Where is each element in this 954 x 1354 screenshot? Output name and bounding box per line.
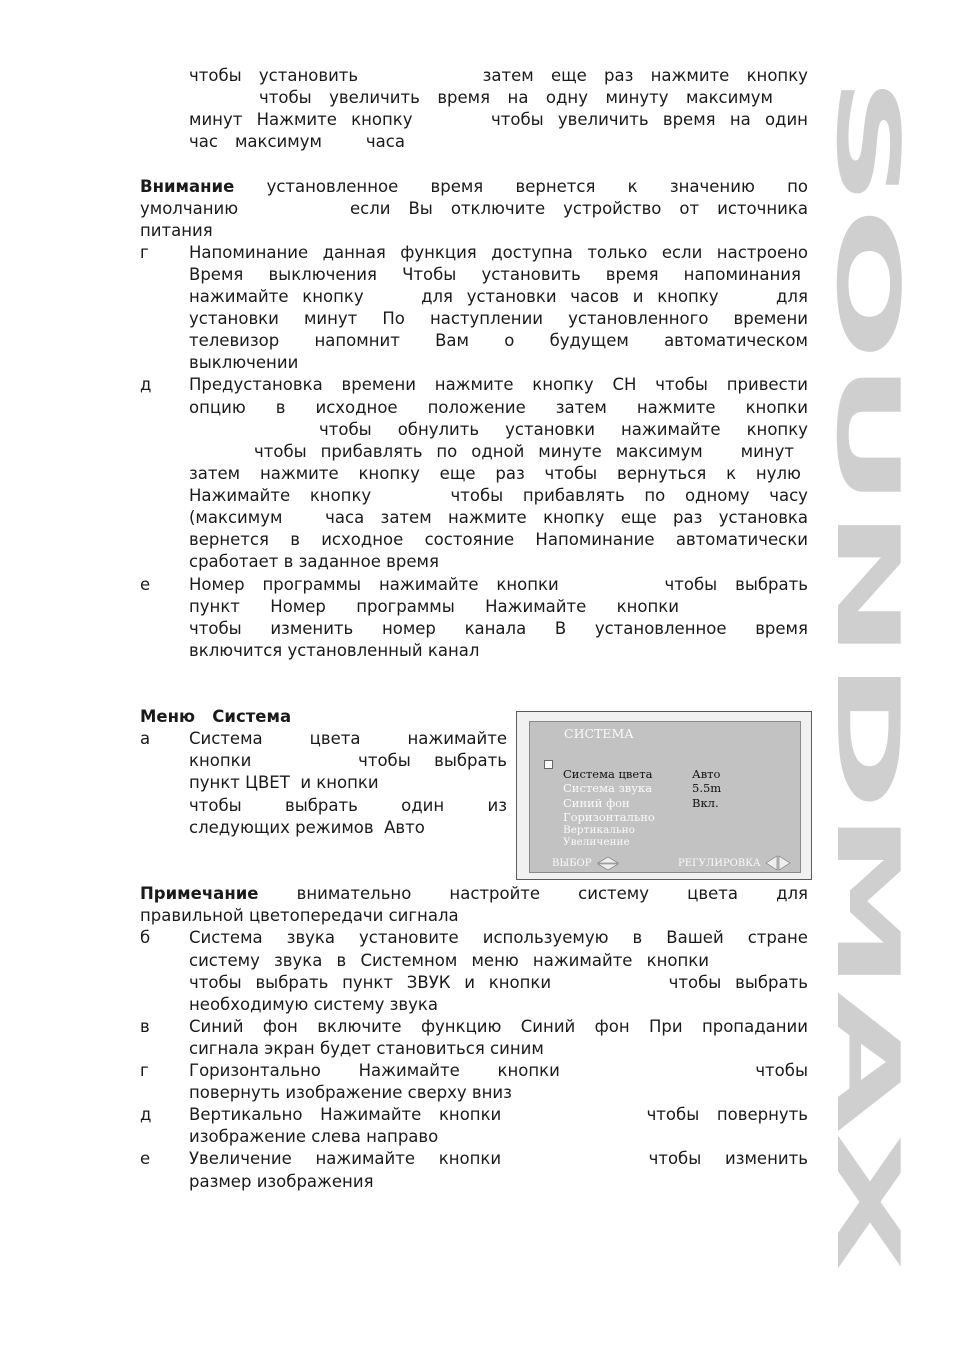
intro-line-3: минут Нажмите кнопку чтобы увеличить время на один [189,110,808,129]
list-marker: д [140,375,152,394]
osd-row-label: Синий фон [563,796,630,810]
notice-line-2: если Вы отключите устройство от источника [350,199,808,218]
osd-select-label: ВЫБОР [552,858,592,869]
osd-row-label: Увеличение [563,836,630,848]
osd-panel [529,721,801,873]
list-item-line: Вертикально Нажимайте кнопки чтобы повернуть [189,1105,808,1124]
list-item-line: Напоминание данная функция доступна только если настроено [189,243,808,262]
section-title: Меню Система [140,707,292,726]
list-item-line: (максимум часа затем нажмите кнопку еще раз установка [189,508,808,527]
list-item-line: систему звука в Системном меню нажимайте кнопки [189,951,709,970]
list-item-line: опцию в исходное положение затем нажмите кнопки [189,398,808,417]
intro-line-4: час максимум часа [189,132,405,151]
list-item-line: сработает в заданное время [189,552,439,571]
list-item-line: Горизонтально Нажимайте кнопки чтобы [189,1061,808,1080]
list-item-line: следующих режимов Авто [189,818,425,837]
osd-title: СИСТЕМА [564,726,634,741]
notice-label: Внимание [140,177,235,196]
list-item-line: Время выключения Чтобы установить время напоминания [189,265,801,284]
osd-row-value: Вкл. [692,796,719,810]
list-item-line: чтобы выбрать один из [189,796,507,815]
note-line-2: правильной цветопередачи сигнала [140,906,459,925]
list-item-line: необходимую систему звука [189,995,438,1014]
svg-text:SOUNDMAX: SOUNDMAX [817,76,917,643]
osd-row-value: 5.5m [692,781,722,795]
intro-line-2: чтобы увеличить время на одну минуту максимум [259,88,773,107]
note-label: Примечание [140,884,259,903]
list-marker: г [140,243,149,262]
soundmax-logo [817,70,917,1280]
osd-cursor-box [544,760,553,769]
list-item-line: нажимайте кнопку для установки часов и кнопку для [189,287,808,306]
list-item-line: пункт Номер программы Нажимайте кнопки [189,597,679,616]
list-item-line: выключении [189,353,299,372]
list-item-line: пункт ЦВЕТ и кнопки [189,773,379,792]
list-item-line: Предустановка времени нажмите кнопку CH чтобы привести [189,375,808,394]
list-item-line: включится установленный канал [189,641,480,660]
list-item-line: Синий фон включите функцию Синий фон При пропадании [189,1017,808,1036]
notice-line-3: питания [140,221,213,240]
list-item-line: Увеличение нажимайте кнопки чтобы изменить [189,1149,808,1168]
list-item-line: вернется в исходное состояние Напоминание автоматически [189,530,808,549]
left-right-arrow-icon [766,856,790,870]
osd-adjust-label: РЕГУЛИРОВКА [678,858,761,869]
list-item-line: кнопки чтобы выбрать [189,751,507,770]
list-item-line: чтобы обнулить установки нажимайте кнопку [319,420,808,439]
osd-row-label: Горизонтально [563,810,655,824]
list-item-line: размер изображения [189,1172,374,1191]
system-menu-screenshot [516,711,812,880]
list-item-line: чтобы изменить номер канала В установленное время [189,619,808,638]
list-item-line: Нажимайте кнопку чтобы прибавлять по одному часу [189,486,808,505]
osd-row-label: Система звука [563,781,653,795]
list-item-line: установки минут По наступлении установленного времени [189,309,808,328]
list-item-line: чтобы прибавлять по одной минуте максимум минут [254,442,794,461]
intro-line-1: чтобы установить затем еще раз нажмите кнопку [189,66,808,85]
list-item-line: Номер программы нажимайте кнопки чтобы выбрать [189,575,808,594]
up-down-arrow-icon [598,857,618,870]
list-item-line: изображение слева направо [189,1127,439,1146]
list-marker: б [140,928,151,947]
list-marker: е [140,575,151,594]
list-item-line: чтобы выбрать пункт ЗВУК и кнопки чтобы выбрать [189,973,808,992]
osd-row-value: Авто [692,767,721,781]
list-item-line: Система звука установите используемую в Вашей стране [189,928,808,947]
list-marker: г [140,1061,149,1080]
notice-line-1: Внимание установленное время вернется к значению по [140,177,808,196]
notice-line-2-start: умолчанию [140,199,239,218]
osd-row-label: Система цвета [563,767,653,781]
list-item-line: затем нажмите кнопку еще раз чтобы вернуться к нулю [189,464,801,483]
list-item-line: повернуть изображение сверху вниз [189,1083,512,1102]
list-item-line: сигнала экран будет становиться синим [189,1039,544,1058]
list-marker: в [140,1017,150,1036]
list-marker: д [140,1105,152,1124]
list-marker: а [140,729,151,748]
osd-row-label: Вертикально [563,824,635,836]
list-marker: е [140,1149,151,1168]
list-item-line: телевизор напомнит Вам о будущем автоматическом [189,331,808,350]
list-item-line: Система цвета нажимайте [189,729,507,748]
note-line-1: Примечание внимательно настройте систему цвета для [140,884,808,903]
